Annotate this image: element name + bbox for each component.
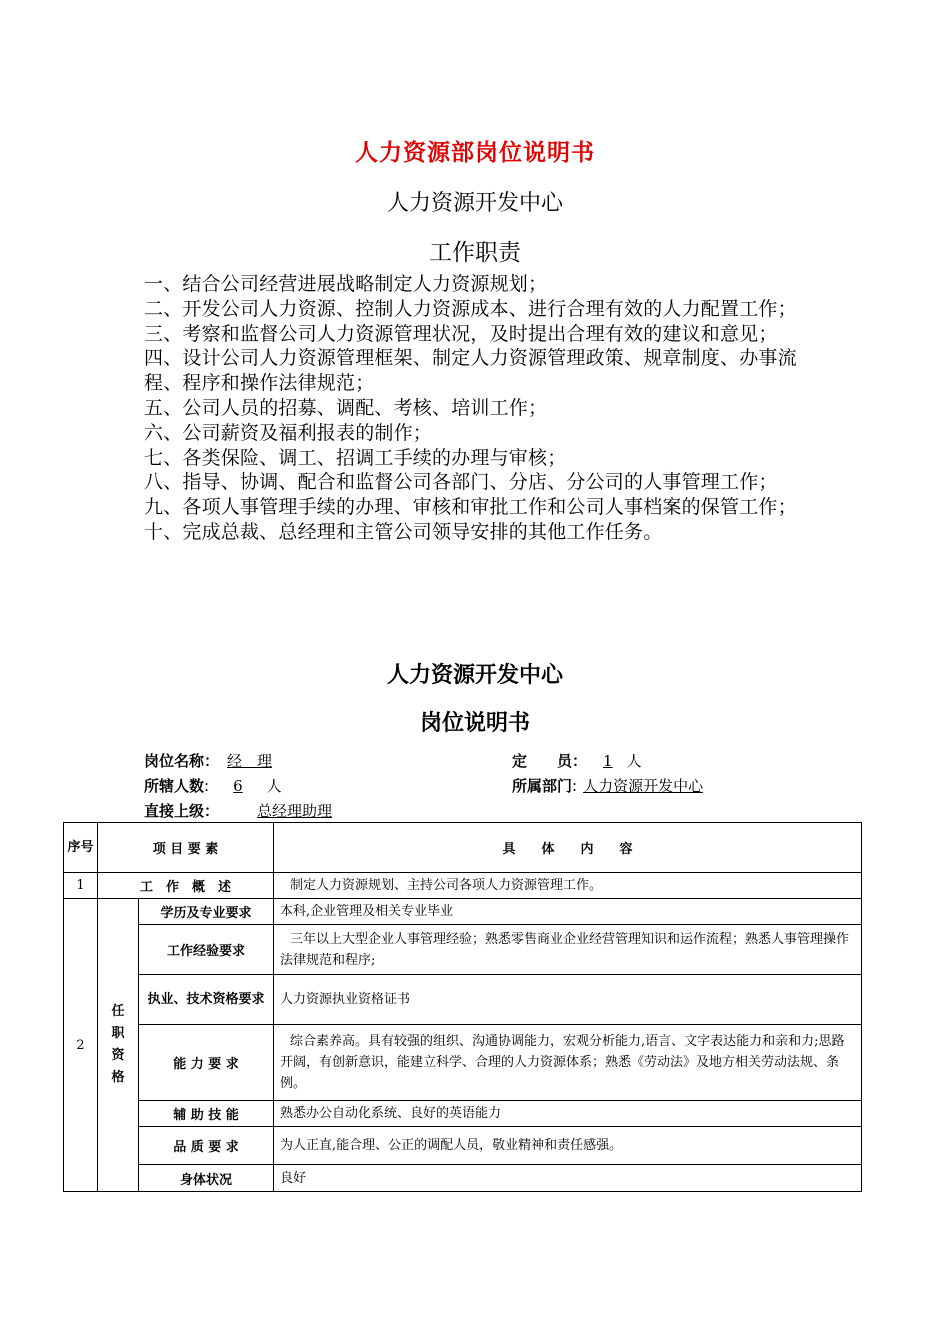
duty-item: 九、各项人事管理手续的办理、审核和审批工作和公司人事档案的保管工作； — [144, 496, 797, 519]
content-education: 本科,企业管理及相关专业毕业 — [274, 899, 862, 925]
subordinates-value: 6 — [233, 777, 243, 795]
job-spec-table — [63, 822, 862, 1192]
duty-item: 七、各类保险、调工、招调工手续的办理与审核； — [144, 446, 567, 469]
item-aux-skills: 辅 助 技 能 — [139, 1101, 274, 1127]
quota — [512, 750, 642, 771]
duty-item: 八、指导、协调、配合和监督公司各部门、分店、分公司的人事管理工作； — [144, 471, 778, 494]
table-row — [64, 1025, 862, 1101]
superior — [144, 800, 414, 821]
header-seq: 序号 — [64, 823, 98, 873]
table-row — [64, 873, 862, 899]
table-header-row — [64, 823, 862, 873]
item-education: 学历及专业要求 — [139, 899, 274, 925]
duty-item: 一、结合公司经营进展战略制定人力资源规划； — [144, 273, 548, 295]
content-aux-skills: 熟悉办公自动化系统、良好的英语能力 — [274, 1101, 862, 1127]
table-row — [64, 1101, 862, 1127]
table-row — [64, 925, 862, 975]
item-qualification: 执业、技术资格要求 — [139, 975, 274, 1025]
table-row — [64, 975, 862, 1025]
duty-item: 五、公司人员的招募、调配、考核、培训工作； — [144, 396, 548, 419]
item-health: 身体状况 — [139, 1165, 274, 1192]
department: 所属部门: 人力资源开发中心 — [512, 777, 704, 795]
subordinates-unit: 人 — [266, 777, 282, 795]
item-quality: 品 质 要 求 — [139, 1127, 274, 1165]
row1-content: 制定人力资源规划、主持公司各项人力资源管理工作。 — [274, 873, 862, 899]
table-row — [64, 899, 862, 925]
row2-group: 任职资格 — [98, 899, 139, 1192]
header-item: 项 目 要 素 — [98, 823, 274, 873]
duty-item: 十、完成总裁、总经理和主管公司领导安排的其他工作任务。 — [144, 520, 663, 543]
quota-unit: 人 — [626, 752, 642, 770]
section-title: 岗位说明书 — [419, 711, 530, 736]
content-ability: 综合素养高。具有较强的组织、沟通协调能力，宏观分析能力,语言、文字表达能力和亲和力;思路开阔，有创新意识，能建立科学、合理的人力资源体系；熟悉《劳动法》及地方相关劳动法规、条例。 — [274, 1025, 862, 1101]
row1-seq: 1 — [64, 873, 98, 899]
post-name-value: 经 理 — [227, 752, 273, 770]
content-quality: 为人正直,能合理、公正的调配人员，敬业精神和责任感强。 — [274, 1127, 862, 1165]
duty-item: 六、公司薪资及福利报表的制作； — [144, 421, 433, 444]
row1-item: 工 作 概 述 — [98, 873, 274, 899]
content-health: 良好 — [274, 1165, 862, 1192]
center-name: 人力资源开发中心 — [386, 191, 563, 216]
duties-heading: 工作职责 — [429, 240, 521, 266]
item-ability: 能 力 要 求 — [139, 1025, 274, 1101]
table-row — [64, 1127, 862, 1165]
subordinates: 所辖人数: 6 人 — [144, 777, 282, 795]
subordinates-label: 所辖人数 — [144, 777, 205, 795]
superior-value: 总经理助理 — [257, 802, 333, 820]
item-experience: 工作经验要求 — [139, 925, 274, 975]
document-title: 人力资源部岗位说明书 — [355, 140, 595, 166]
duties-list — [144, 272, 824, 545]
duty-item: 四、设计公司人力资源管理框架、制定人力资源管理政策、规章制度、办事流程、程序和操作法律规范； — [144, 347, 797, 395]
row2-seq: 2 — [64, 899, 98, 1192]
duty-item: 三、考察和监督公司人力资源管理状况，及时提出合理有效的建议和意见； — [144, 322, 778, 345]
dept-value: 人力资源开发中心 — [583, 777, 704, 795]
superior-label: 直接上级： — [144, 802, 220, 820]
content-experience: 三年以上大型企业人事管理经验；熟悉零售商业企业经营管理知识和运作流程；熟悉人事管理操作法律规范和程序; — [274, 925, 862, 975]
quota-label: 定 员： — [512, 752, 588, 770]
post-name-label: 岗位名称： — [144, 752, 220, 770]
section-center-name: 人力资源开发中心 — [386, 663, 563, 688]
quota-value: 1 — [603, 752, 613, 770]
table-row — [64, 1165, 862, 1192]
content-qualification: 人力资源执业资格证书 — [274, 975, 862, 1025]
duty-item: 二、开发公司人力资源、控制人力资源成本、进行合理有效的人力配置工作； — [144, 297, 797, 320]
dept-label: 所属部门 — [512, 777, 573, 795]
post-name — [144, 750, 298, 771]
header-content: 具 体 内 容 — [274, 823, 862, 873]
